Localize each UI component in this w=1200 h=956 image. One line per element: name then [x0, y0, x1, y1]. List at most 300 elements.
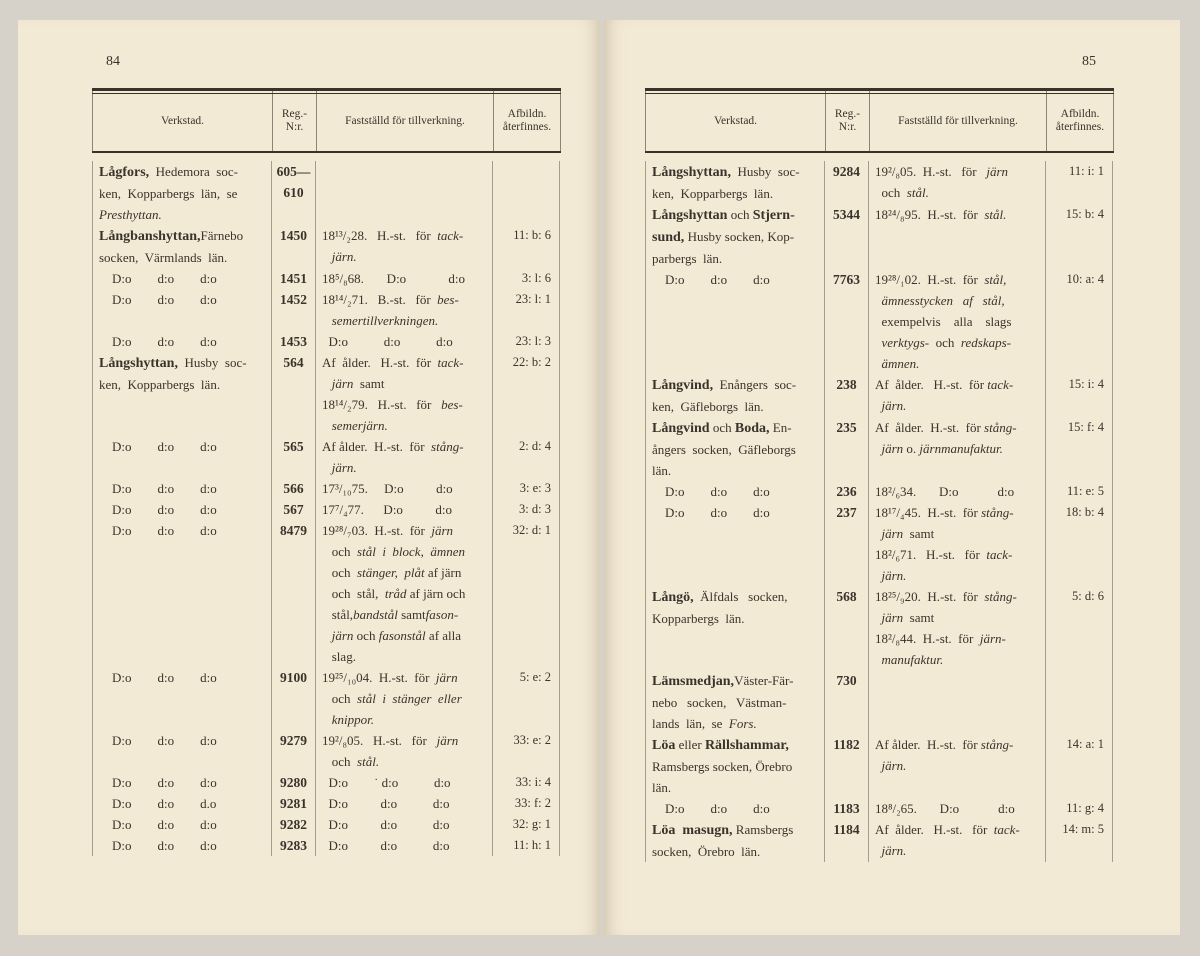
afbildn-ref — [1046, 670, 1113, 734]
text: Husby soc- — [730, 164, 800, 179]
text: 18¹³/₂28. H.-st. för — [322, 228, 438, 243]
text: 18²⁴/₈95. H.-st. för — [875, 207, 985, 222]
afbildn-ref: 11: e: 5 — [1046, 481, 1113, 502]
text: 19²/₈05. H.-st. för — [322, 733, 437, 748]
reg-number: 1453 — [272, 331, 316, 352]
text: 19²/₈05. H.-st. för — [875, 164, 987, 179]
text-line — [652, 713, 824, 734]
left-page — [18, 20, 600, 935]
text: samt — [353, 376, 385, 391]
text-line — [652, 269, 824, 290]
text: 18²/₈44. H.-st. för — [875, 631, 980, 646]
verkstad-cell — [645, 161, 825, 204]
fastalld-cell — [316, 268, 493, 289]
text: D:o ˙ d:o d:o — [322, 775, 451, 790]
table-row — [92, 793, 561, 814]
verkstad-cell — [92, 499, 272, 520]
italic-text: järn. — [322, 249, 357, 264]
text-line — [322, 541, 492, 562]
fastalld-cell — [869, 798, 1046, 819]
italic-text: stång- — [980, 737, 1014, 752]
text-line — [652, 183, 824, 204]
fastalld-cell — [869, 417, 1046, 481]
text: D:o d:o d:o — [99, 733, 217, 748]
reg-number: 1183 — [825, 798, 869, 819]
text: Ramsbergs socken, Örebro — [652, 759, 793, 774]
text: 19²⁸/₁02. H.-st. för — [875, 272, 985, 287]
fastalld-cell — [316, 331, 493, 352]
reg-number: 237 — [825, 502, 869, 586]
text-line — [99, 730, 271, 751]
reg-number: 9280 — [272, 772, 316, 793]
verkstad-cell — [92, 436, 272, 478]
place-name: Långshyttan, — [652, 165, 731, 180]
verkstad-cell — [92, 289, 272, 331]
reg-number: 9282 — [272, 814, 316, 835]
text: ken, Gäfleborgs län. — [652, 399, 764, 414]
table-row — [645, 798, 1114, 819]
text-line — [322, 352, 492, 373]
reg-number: 565 — [272, 436, 316, 478]
text-line — [322, 835, 492, 856]
text: D:o d:o d:o — [99, 523, 217, 538]
text-line — [875, 502, 1045, 523]
fastalld-cell — [316, 499, 493, 520]
place-name: Långbanshyttan, — [99, 229, 201, 244]
verkstad-cell — [645, 734, 825, 798]
afbildn-ref: 14: a: 1 — [1046, 734, 1113, 798]
italic-text: järn. — [322, 460, 357, 475]
text-line — [99, 520, 271, 541]
afbildn-ref: 14: m: 5 — [1046, 819, 1113, 862]
register-table — [645, 88, 1114, 862]
text: 18⁵/₈68. D:o d:o — [322, 271, 466, 286]
fastalld-cell — [316, 814, 493, 835]
text: parbergs län. — [652, 251, 723, 266]
text-line — [652, 481, 824, 502]
text-line — [99, 835, 271, 856]
reg-number: 9281 — [272, 793, 316, 814]
text: Af ålder. H.-st. för — [322, 439, 432, 454]
text: 17³/₁₀75. D:o d:o — [322, 481, 453, 496]
afbildn-ref: 3: e: 3 — [493, 478, 560, 499]
text-line — [99, 225, 271, 247]
text-line — [322, 373, 492, 394]
text: D:o d:o d:o — [322, 838, 450, 853]
place-name: Löa masugn, — [652, 823, 733, 838]
text-line — [322, 583, 492, 604]
table-body — [92, 153, 561, 856]
text-line — [652, 502, 824, 523]
text-line — [99, 667, 271, 688]
afbildn-ref: 33: f: 2 — [493, 793, 560, 814]
text: ken, Kopparbergs län, se — [99, 186, 238, 201]
italic-text: järn — [431, 523, 454, 538]
text-line — [322, 225, 492, 246]
table-row — [645, 269, 1114, 374]
afbildn-ref: 32: d: 1 — [493, 520, 560, 667]
text: En- — [769, 420, 792, 435]
text: D:o d:o d:o — [99, 439, 217, 454]
verkstad-cell — [92, 520, 272, 667]
italic-text: bes- — [437, 292, 459, 307]
fastalld-cell — [869, 161, 1046, 204]
text-line — [99, 793, 271, 814]
table-row — [92, 436, 561, 478]
text-line — [322, 289, 492, 310]
text: Kopparbergs län. — [652, 611, 745, 626]
text-line — [875, 755, 1045, 776]
reg-number: 1184 — [825, 819, 869, 862]
text: D:o d:o d:o — [99, 775, 217, 790]
afbildn-ref: 5: d: 6 — [1046, 586, 1113, 670]
text-line — [875, 819, 1045, 840]
verkstad-cell — [92, 478, 272, 499]
verkstad-cell — [92, 225, 272, 268]
text-line — [652, 608, 824, 629]
text-line — [875, 417, 1045, 438]
reg-number: 236 — [825, 481, 869, 502]
afbildn-ref: 11: b: 6 — [493, 225, 560, 268]
table-row — [645, 819, 1114, 862]
text: D:o d:o d:o — [322, 817, 450, 832]
verkstad-cell — [645, 819, 825, 862]
text: nebo socken, Västman- — [652, 695, 787, 710]
text: 17⁷/₄77. D:o d:o — [322, 502, 453, 517]
verkstad-cell — [645, 586, 825, 670]
text-line — [652, 734, 824, 756]
text: 18¹⁷/₄45. H.-st. för — [875, 505, 982, 520]
text: Af ålder. H.-st. för — [875, 420, 985, 435]
text: D:o d:o d:o — [99, 502, 217, 517]
text: 18⁸/₂65. D:o d:o — [875, 801, 1015, 816]
text-line — [99, 499, 271, 520]
afbildn-ref: 23: l: 3 — [493, 331, 560, 352]
verkstad-cell — [92, 793, 272, 814]
italic-text: järn. — [875, 843, 907, 858]
text: D:o d:o d.o — [99, 796, 217, 811]
reg-number: 9100 — [272, 667, 316, 730]
italic-text: knippor. — [322, 712, 374, 727]
text-line — [875, 204, 1045, 225]
italic-text: tråd — [384, 586, 407, 601]
table-row — [645, 670, 1114, 734]
text-line — [322, 814, 492, 835]
fastalld-cell — [316, 835, 493, 856]
text: D:o d:o d:o — [322, 334, 453, 349]
text-line — [875, 311, 1045, 332]
text-line — [652, 819, 824, 841]
italic-text: tack- — [437, 228, 464, 243]
italic-text: järn — [875, 441, 904, 456]
text: ken, Kopparbergs län. — [652, 186, 774, 201]
table-row — [92, 289, 561, 331]
text: D:o d:o d:o — [99, 817, 217, 832]
reg-number: 564 — [272, 352, 316, 436]
text-line — [322, 394, 492, 415]
text-line — [875, 332, 1045, 353]
italic-text: järn — [436, 733, 459, 748]
text: af järn — [424, 565, 462, 580]
table-header — [92, 91, 561, 153]
text-line — [652, 777, 824, 798]
table-header — [645, 91, 1114, 153]
italic-text: stång- — [984, 589, 1017, 604]
afbildn-ref: 2: d: 4 — [493, 436, 560, 478]
text: Älfdals socken, — [693, 589, 788, 604]
header-verkstad: Verkstad. — [92, 91, 273, 151]
text: D:o d:o d:o — [99, 838, 217, 853]
fastalld-cell — [316, 161, 493, 225]
text-line — [99, 772, 271, 793]
text: län. — [652, 780, 672, 795]
text-line — [322, 667, 492, 688]
verkstad-cell — [92, 352, 272, 436]
table-row — [92, 814, 561, 835]
text: Färnebo — [200, 228, 244, 243]
header-reg: Reg.- N:r. — [273, 91, 317, 151]
italic-text: järn — [875, 526, 904, 541]
text: län. — [652, 463, 672, 478]
text-line — [99, 814, 271, 835]
text-line — [652, 374, 824, 396]
text: Af ålder. H.-st. för — [322, 355, 438, 370]
afbildn-ref: 11: h: 1 — [493, 835, 560, 856]
text-line — [652, 439, 824, 460]
afbildn-ref: 32: g: 1 — [493, 814, 560, 835]
text-line — [99, 289, 271, 310]
text: 18¹⁴/₂79. H.-st. för — [322, 397, 442, 412]
text: slag. — [322, 649, 356, 664]
italic-text: järn — [322, 376, 354, 391]
header-fastalld: Fastställd för tillverkning. — [317, 91, 494, 151]
italic-text: stång- — [981, 505, 1014, 520]
place-name: Löa — [652, 738, 676, 753]
text: och — [875, 185, 907, 200]
fastalld-cell — [869, 819, 1046, 862]
afbildn-ref: 23: l: 1 — [493, 289, 560, 331]
afbildn-ref: 5: e: 2 — [493, 667, 560, 730]
place-name: Långvind — [652, 421, 710, 436]
text-line — [322, 751, 492, 772]
text-line — [875, 353, 1045, 374]
afbildn-ref: 11: g: 4 — [1046, 798, 1113, 819]
italic-text: järn — [875, 610, 904, 625]
afbildn-ref — [493, 161, 560, 225]
text: D:o d:o d:o — [99, 334, 217, 349]
verkstad-cell — [92, 161, 272, 225]
text: socken, Värmlands län. — [99, 250, 228, 265]
italic-text: tack- — [986, 547, 1013, 562]
verkstad-cell — [645, 374, 825, 417]
text-line — [875, 290, 1045, 311]
text-line — [99, 478, 271, 499]
text-line — [322, 246, 492, 267]
fastalld-cell — [869, 374, 1046, 417]
text: och — [322, 565, 358, 580]
header-reg: Reg.- N:r. — [826, 91, 870, 151]
text: D:o d:o d:o — [99, 481, 217, 496]
verkstad-cell — [92, 331, 272, 352]
reg-number: 1452 — [272, 289, 316, 331]
text: och stål, — [322, 586, 385, 601]
text-line — [99, 161, 271, 183]
italic-text: tack- — [993, 822, 1020, 837]
text-line — [652, 841, 824, 862]
text: och — [709, 420, 735, 435]
verkstad-cell — [645, 798, 825, 819]
text: af alla — [425, 628, 462, 643]
text-line — [322, 268, 492, 289]
table-row — [92, 352, 561, 436]
text: D:o d:o d:o — [652, 272, 770, 287]
reg-number: 235 — [825, 417, 869, 481]
text: D:o d:o d:o — [99, 670, 217, 685]
text: och — [929, 335, 961, 350]
header-verkstad: Verkstad. — [645, 91, 826, 151]
register-table — [92, 88, 561, 856]
text: Enångers soc- — [713, 377, 797, 392]
text: ken, Kopparbergs län. — [99, 377, 221, 392]
table-row — [92, 730, 561, 772]
table-row — [92, 331, 561, 352]
reg-number: 567 — [272, 499, 316, 520]
text: D:o d:o d:o — [652, 484, 770, 499]
afbildn-ref: 15: i: 4 — [1046, 374, 1113, 417]
table-row — [92, 161, 561, 225]
reg-number: 8479 — [272, 520, 316, 667]
right-page — [604, 20, 1180, 935]
text-line — [875, 544, 1045, 565]
italic-text: stål i block, ämnen — [357, 544, 465, 559]
header-afbildn: Afbildn. återfinnes. — [1047, 91, 1114, 151]
text: samt — [903, 526, 935, 541]
italic-text: stål, — [984, 272, 1007, 287]
table-body — [645, 153, 1114, 862]
text-line — [99, 247, 271, 268]
text-line — [99, 204, 271, 225]
table-row — [645, 734, 1114, 798]
afbildn-ref: 15: b: 4 — [1046, 204, 1113, 269]
verkstad-cell — [645, 269, 825, 374]
text: lands län, se — [652, 716, 729, 731]
verkstad-cell — [645, 670, 825, 734]
text: D:o d:o d:o — [652, 801, 770, 816]
text: och — [322, 754, 358, 769]
text-line — [322, 478, 492, 499]
italic-text: semerjärn. — [322, 418, 388, 433]
text: 19²⁸/₇03. H.-st. för — [322, 523, 432, 538]
italic-text: stång- — [431, 439, 464, 454]
text: 18²⁵/₉20. H.-st. för — [875, 589, 985, 604]
verkstad-cell — [92, 772, 272, 793]
verkstad-cell — [92, 268, 272, 289]
text: D:o d:o d:o — [652, 505, 770, 520]
text: och — [322, 544, 358, 559]
fastalld-cell — [316, 289, 493, 331]
text: 19²⁵/₁₀04. H.-st. för — [322, 670, 436, 685]
text: och — [727, 207, 753, 222]
afbildn-ref: 11: i: 1 — [1046, 161, 1113, 204]
table-row — [92, 835, 561, 856]
italic-text: fason- — [425, 607, 459, 622]
fastalld-cell — [316, 352, 493, 436]
text-line — [322, 793, 492, 814]
reg-number: 9284 — [825, 161, 869, 204]
table-row — [645, 204, 1114, 269]
reg-number: 9283 — [272, 835, 316, 856]
afbildn-ref: 3: d: 3 — [493, 499, 560, 520]
reg-number: 1182 — [825, 734, 869, 798]
header-afbildn: Afbildn. återfinnes. — [494, 91, 561, 151]
text-line — [322, 310, 492, 331]
table-row — [92, 268, 561, 289]
reg-number: 9279 — [272, 730, 316, 772]
italic-text: bes- — [441, 397, 463, 412]
place-name: Långvind, — [652, 378, 714, 393]
afbildn-ref: 33: i: 4 — [493, 772, 560, 793]
text: Af ålder. H.-st. för — [875, 822, 994, 837]
text-line — [875, 607, 1045, 628]
fastalld-cell — [869, 670, 1046, 734]
italic-text: järn — [435, 670, 458, 685]
text-line — [652, 396, 824, 417]
italic-text: tack- — [987, 377, 1014, 392]
verkstad-cell — [92, 814, 272, 835]
text-line — [875, 523, 1045, 544]
place-name: Boda, — [734, 421, 770, 436]
text-line — [322, 415, 492, 436]
verkstad-cell — [92, 835, 272, 856]
fastalld-cell — [869, 204, 1046, 269]
verkstad-cell — [645, 417, 825, 481]
fastalld-cell — [316, 772, 493, 793]
text: Af ålder. H.-st. för — [875, 377, 988, 392]
italic-text: bandstål — [353, 607, 398, 622]
italic-text: ämnen. — [875, 356, 920, 371]
text-line — [322, 331, 492, 352]
text-line — [875, 798, 1045, 819]
text-line — [322, 709, 492, 730]
afbildn-ref: 22: b: 2 — [493, 352, 560, 436]
text-line — [875, 565, 1045, 586]
text-line — [99, 268, 271, 289]
text: Af ålder. H.-st. för — [875, 737, 981, 752]
table-row — [645, 374, 1114, 417]
afbildn-ref: 15: f: 4 — [1046, 417, 1113, 481]
reg-number: 1451 — [272, 268, 316, 289]
text-line — [875, 481, 1045, 502]
fastalld-cell — [869, 269, 1046, 374]
text-line — [652, 460, 824, 481]
text-line — [322, 730, 492, 751]
text-line — [99, 374, 271, 395]
page-number: 84 — [106, 54, 120, 69]
text: Ramsbergs — [732, 822, 794, 837]
table-row — [645, 417, 1114, 481]
text: och — [322, 691, 358, 706]
text: ångers socken, Gäfleborgs — [652, 442, 796, 457]
italic-text: järn- — [979, 631, 1006, 646]
text: Hedemora soc- — [149, 164, 238, 179]
text-line — [652, 204, 824, 226]
text-line — [875, 395, 1045, 416]
text: 18²/₆71. H.-st. för — [875, 547, 987, 562]
table-row — [92, 520, 561, 667]
text: stål, — [322, 607, 354, 622]
place-name: sund, — [652, 230, 685, 245]
text-line — [652, 756, 824, 777]
